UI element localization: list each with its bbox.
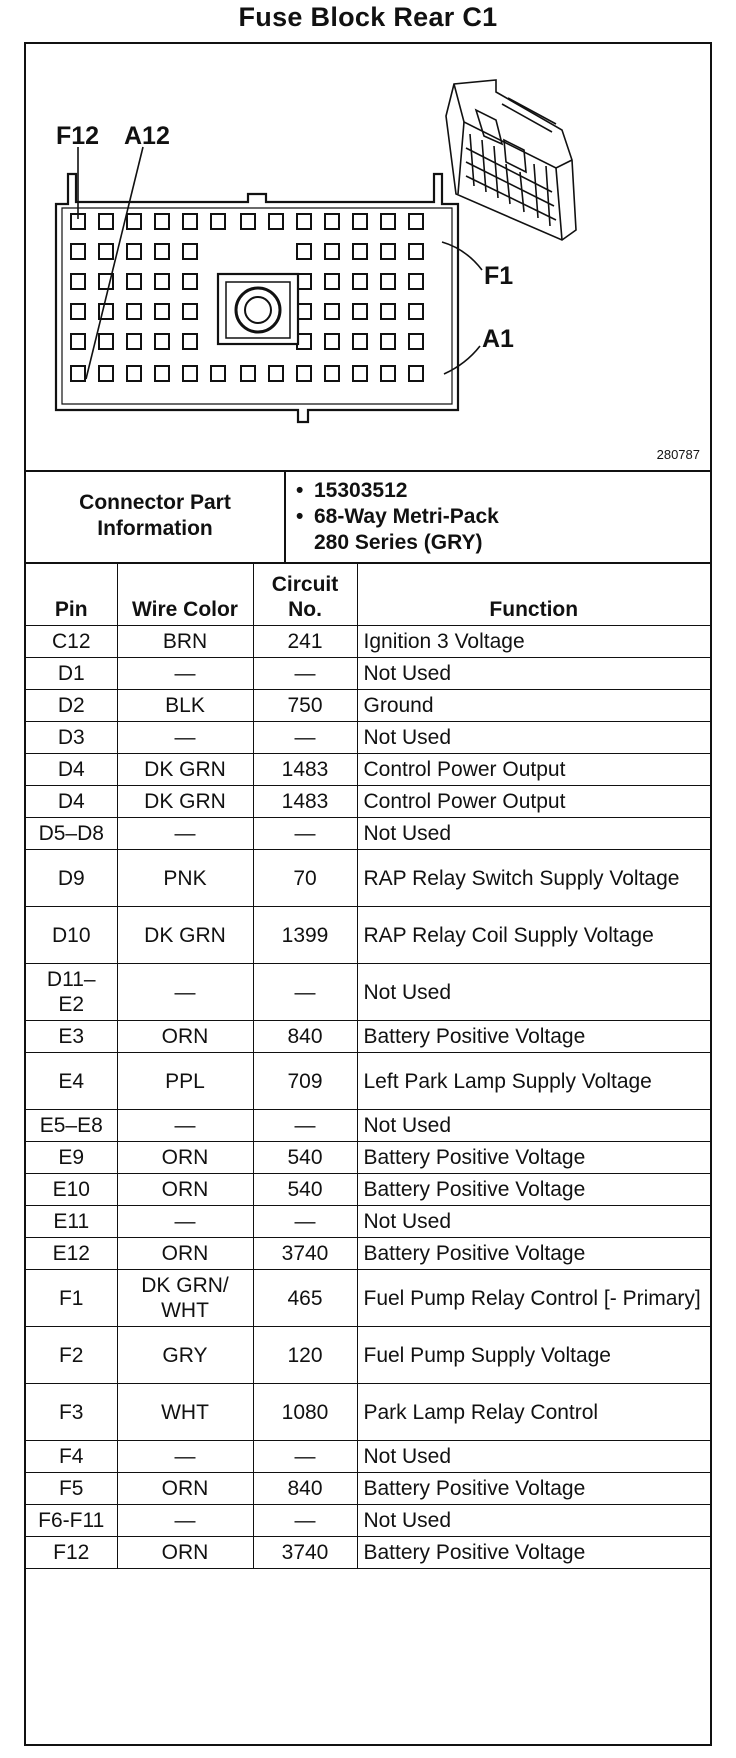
pin-cavity: [71, 304, 85, 319]
table-row: [26, 1053, 710, 1110]
pin-cavity: [409, 244, 423, 259]
connector-part-info-label: Connector Part Information: [26, 470, 286, 562]
pin-cavity: [409, 366, 423, 381]
pin-cavity: [381, 366, 395, 381]
function-cell: Control Power Output: [357, 786, 710, 818]
pin-cavity: [409, 274, 423, 289]
pin-cell: E9: [26, 1142, 117, 1174]
pin-cavity: [353, 334, 367, 349]
page-title: Fuse Block Rear C1: [238, 2, 498, 32]
circuit-no-cell: 840: [253, 1473, 357, 1505]
function-cell: Battery Positive Voltage: [357, 1021, 710, 1053]
pin-cavity: [353, 214, 367, 229]
table-row: [26, 1537, 710, 1569]
pin-cell: F5: [26, 1473, 117, 1505]
pin-cell: E10: [26, 1174, 117, 1206]
pin-cell: D5–D8: [26, 818, 117, 850]
function-cell: Not Used: [357, 1110, 710, 1142]
table-row: [26, 1270, 710, 1327]
pin-cavity: [409, 304, 423, 319]
function-cell: Battery Positive Voltage: [357, 1174, 710, 1206]
pin-cavity: [183, 214, 197, 229]
pin-cavity: [353, 244, 367, 259]
figure-number: 280787: [656, 447, 700, 462]
pin-cavity: [297, 274, 311, 289]
pin-cell: F12: [26, 1537, 117, 1569]
table-row: [26, 754, 710, 786]
function-cell: Fuel Pump Supply Voltage: [357, 1327, 710, 1384]
table-row: [26, 1174, 710, 1206]
wire-color-cell: —: [117, 1505, 253, 1537]
pin-cavity: [127, 244, 141, 259]
pin-cell: F4: [26, 1441, 117, 1473]
connector-type-item: [296, 504, 499, 530]
pin-cavity: [183, 244, 197, 259]
circuit-no-cell: 465: [253, 1270, 357, 1327]
pin-table-body: [26, 626, 710, 1569]
table-row: [26, 658, 710, 690]
pin-cell: F3: [26, 1384, 117, 1441]
wire-color-cell: DK GRN: [117, 907, 253, 964]
table-row: [26, 907, 710, 964]
header-circuit-no: Circuit No.: [253, 562, 357, 626]
label-a1: A1: [482, 325, 514, 353]
circuit-no-cell: —: [253, 818, 357, 850]
pin-cavity: [269, 214, 283, 229]
pin-cavity: [127, 334, 141, 349]
pin-cell: E4: [26, 1053, 117, 1110]
pin-cell: D3: [26, 722, 117, 754]
label-a12: A12: [124, 122, 170, 150]
circuit-no-cell: —: [253, 1206, 357, 1238]
pin-cavity: [325, 244, 339, 259]
function-cell: Battery Positive Voltage: [357, 1142, 710, 1174]
wire-color-cell: —: [117, 722, 253, 754]
pin-cavity: [409, 214, 423, 229]
pin-cavity: [381, 274, 395, 289]
wire-color-cell: —: [117, 1206, 253, 1238]
pin-cell: E5–E8: [26, 1110, 117, 1142]
circuit-no-cell: 540: [253, 1142, 357, 1174]
wire-color-cell: DK GRN: [117, 754, 253, 786]
function-cell: Ground: [357, 690, 710, 722]
wire-color-cell: —: [117, 658, 253, 690]
pin-cavity: [353, 366, 367, 381]
circuit-no-cell: —: [253, 1110, 357, 1142]
circuit-no-cell: —: [253, 722, 357, 754]
part-number-item: [296, 478, 499, 504]
circuit-no-cell: 3740: [253, 1537, 357, 1569]
table-row: [26, 626, 710, 658]
bullet-icon: •: [296, 479, 304, 502]
pin-table: [26, 562, 710, 1569]
function-cell: RAP Relay Switch Supply Voltage: [357, 850, 710, 907]
f1-leader: [442, 242, 482, 270]
pin-cavity: [99, 214, 113, 229]
connector-part-info: [26, 470, 710, 564]
pin-cavity: [183, 366, 197, 381]
pin-cell: E11: [26, 1206, 117, 1238]
function-cell: Not Used: [357, 964, 710, 1021]
function-cell: Not Used: [357, 1505, 710, 1537]
pin-cavity: [127, 366, 141, 381]
circuit-no-cell: 540: [253, 1174, 357, 1206]
pin-cavity: [381, 244, 395, 259]
a1-leader: [444, 346, 480, 374]
wire-color-cell: ORN: [117, 1142, 253, 1174]
pin-cavity: [297, 304, 311, 319]
table-row: [26, 850, 710, 907]
wire-color-cell: —: [117, 1110, 253, 1142]
function-cell: Ignition 3 Voltage: [357, 626, 710, 658]
pin-cavity: [155, 334, 169, 349]
pin-cell: E12: [26, 1238, 117, 1270]
wire-color-cell: BRN: [117, 626, 253, 658]
header-function: Function: [357, 562, 710, 626]
wire-color-cell: ORN: [117, 1021, 253, 1053]
circuit-no-cell: —: [253, 1441, 357, 1473]
pin-cavity: [325, 304, 339, 319]
table-row: [26, 1206, 710, 1238]
wire-color-cell: WHT: [117, 1384, 253, 1441]
wire-color-cell: DK GRN/ WHT: [117, 1270, 253, 1327]
circuit-no-cell: —: [253, 1505, 357, 1537]
table-row: [26, 786, 710, 818]
connector-part-info-list: [296, 478, 499, 556]
pin-cavity: [241, 214, 255, 229]
pin-cell: D11– E2: [26, 964, 117, 1021]
pin-cavity: [155, 214, 169, 229]
wire-color-cell: ORN: [117, 1238, 253, 1270]
pin-cavity: [71, 274, 85, 289]
bullet-icon: •: [296, 505, 304, 528]
circuit-no-cell: 120: [253, 1327, 357, 1384]
header-pin: Pin: [26, 562, 117, 626]
pin-cavity: [183, 304, 197, 319]
function-cell: Not Used: [357, 722, 710, 754]
pin-cavity: [99, 244, 113, 259]
function-cell: Fuel Pump Relay Control [- Primary]: [357, 1270, 710, 1327]
pin-cell: D4: [26, 754, 117, 786]
pin-cavity: [127, 274, 141, 289]
center-latch: [218, 274, 298, 344]
circuit-no-cell: 1483: [253, 754, 357, 786]
wire-color-cell: ORN: [117, 1473, 253, 1505]
pin-cell: F2: [26, 1327, 117, 1384]
pin-cavity: [297, 334, 311, 349]
pin-cavity: [211, 214, 225, 229]
pin-cell: D1: [26, 658, 117, 690]
pin-cell: D9: [26, 850, 117, 907]
wire-color-cell: ORN: [117, 1537, 253, 1569]
pin-cavity: [99, 334, 113, 349]
pin-cell: D4: [26, 786, 117, 818]
pin-cavity: [155, 274, 169, 289]
circuit-no-cell: 1080: [253, 1384, 357, 1441]
wire-color-cell: —: [117, 818, 253, 850]
wire-color-cell: DK GRN: [117, 786, 253, 818]
circuit-no-cell: 1399: [253, 907, 357, 964]
wire-color-cell: —: [117, 964, 253, 1021]
function-cell: Not Used: [357, 1441, 710, 1473]
function-cell: Battery Positive Voltage: [357, 1238, 710, 1270]
pin-cavity: [381, 334, 395, 349]
pin-cell: F1: [26, 1270, 117, 1327]
pin-cavity: [241, 366, 255, 381]
part-number: 15303512: [314, 479, 408, 502]
function-cell: Park Lamp Relay Control: [357, 1384, 710, 1441]
connector-perspective-illustration: [446, 80, 576, 240]
pin-cavity: [183, 274, 197, 289]
connector-series: 280 Series (GRY): [314, 531, 483, 554]
circuit-no-cell: 1483: [253, 786, 357, 818]
pin-cavity: [155, 304, 169, 319]
pin-cavity: [325, 274, 339, 289]
label-f1: F1: [484, 262, 514, 290]
pin-cavity: [71, 334, 85, 349]
pin-cavity: [269, 366, 283, 381]
circuit-no-cell: —: [253, 964, 357, 1021]
function-cell: Not Used: [357, 658, 710, 690]
circuit-no-cell: 750: [253, 690, 357, 722]
connector-type: 68-Way Metri-Pack: [314, 505, 499, 528]
table-row: [26, 1473, 710, 1505]
circuit-no-cell: —: [253, 658, 357, 690]
pin-cavity: [71, 366, 85, 381]
pin-table-header: [26, 562, 710, 626]
pin-cavity: [297, 244, 311, 259]
pin-cavity: [297, 214, 311, 229]
pin-cavity: [381, 304, 395, 319]
pin-cavity: [325, 366, 339, 381]
pin-cavity: [353, 274, 367, 289]
pin-cavity: [127, 214, 141, 229]
connector-diagram: [26, 44, 710, 472]
pin-cell: F6-F11: [26, 1505, 117, 1537]
circuit-no-cell: 70: [253, 850, 357, 907]
wire-color-cell: GRY: [117, 1327, 253, 1384]
pin-cavity: [297, 366, 311, 381]
table-row: [26, 1238, 710, 1270]
header-wire-color: Wire Color: [117, 562, 253, 626]
pin-cavity: [99, 366, 113, 381]
wire-color-cell: —: [117, 1441, 253, 1473]
function-cell: Not Used: [357, 1206, 710, 1238]
function-cell: Battery Positive Voltage: [357, 1537, 710, 1569]
function-cell: Battery Positive Voltage: [357, 1473, 710, 1505]
table-row: [26, 1021, 710, 1053]
table-row: [26, 1505, 710, 1537]
table-row: [26, 1142, 710, 1174]
pin-cavity: [155, 244, 169, 259]
pin-cell: D2: [26, 690, 117, 722]
wire-color-cell: ORN: [117, 1174, 253, 1206]
wire-color-cell: BLK: [117, 690, 253, 722]
label-f12: F12: [56, 122, 100, 150]
pin-cavity: [381, 214, 395, 229]
pin-cavity: [325, 334, 339, 349]
function-cell: RAP Relay Coil Supply Voltage: [357, 907, 710, 964]
pin-cavity: [211, 366, 225, 381]
table-row: [26, 722, 710, 754]
pin-cavity: [353, 304, 367, 319]
pin-cavity: [127, 304, 141, 319]
pin-cell: D10: [26, 907, 117, 964]
wire-color-cell: PPL: [117, 1053, 253, 1110]
pin-cavity: [155, 366, 169, 381]
table-row: [26, 1384, 710, 1441]
table-row: [26, 1110, 710, 1142]
circuit-no-cell: 840: [253, 1021, 357, 1053]
table-row: [26, 818, 710, 850]
pin-cavity: [409, 334, 423, 349]
function-cell: Not Used: [357, 818, 710, 850]
pin-cell: C12: [26, 626, 117, 658]
pin-cavity: [71, 244, 85, 259]
table-row: [26, 690, 710, 722]
circuit-no-cell: 241: [253, 626, 357, 658]
table-row: [26, 1441, 710, 1473]
table-row: [26, 964, 710, 1021]
connector-face-drawing: [26, 44, 710, 470]
function-cell: Control Power Output: [357, 754, 710, 786]
wire-color-cell: PNK: [117, 850, 253, 907]
function-cell: Left Park Lamp Supply Voltage: [357, 1053, 710, 1110]
table-row: [26, 1327, 710, 1384]
pin-cell: E3: [26, 1021, 117, 1053]
connector-sheet: [24, 42, 712, 1746]
circuit-no-cell: 3740: [253, 1238, 357, 1270]
pin-cavity: [325, 214, 339, 229]
pin-cavity: [183, 334, 197, 349]
circuit-no-cell: 709: [253, 1053, 357, 1110]
